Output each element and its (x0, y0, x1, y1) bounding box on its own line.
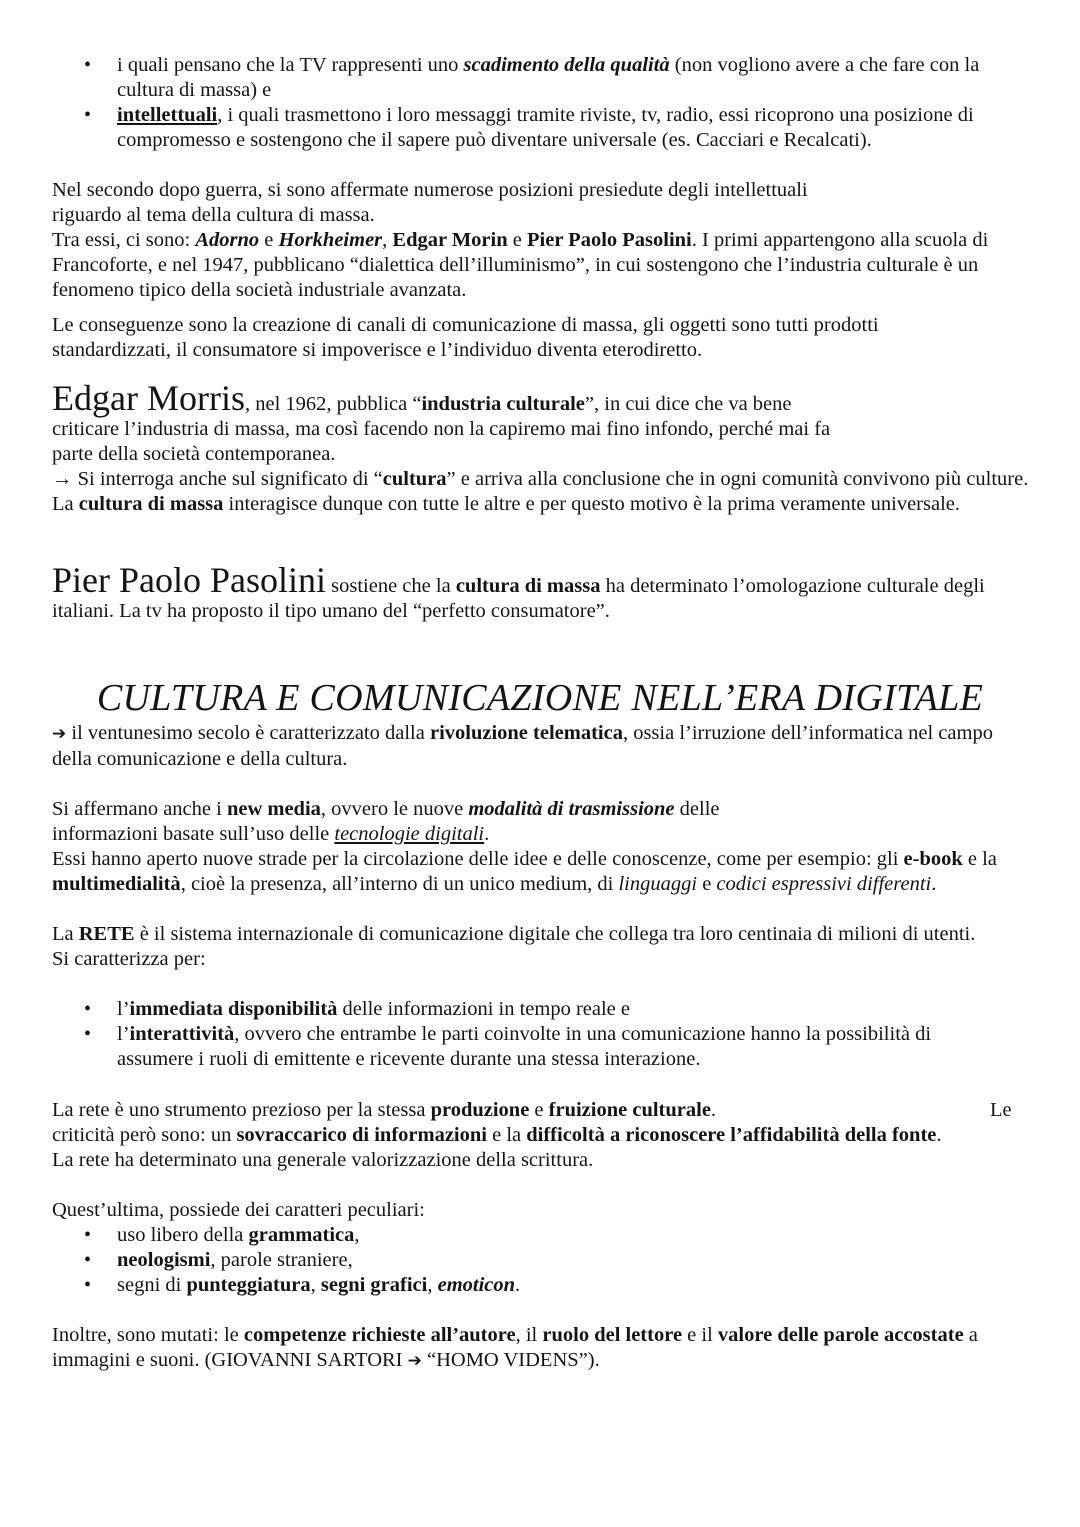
list-item: • l’interattività, ovvero che entrambe le parti coinvolte in una comunicazione hanno la possibilità di assumere i ruoli di emittente e ricevente durante una stessa interazione. (52, 1022, 992, 1072)
scrittura-intro: Quest’ultima, possiede dei caratteri peculiari: (52, 1199, 425, 1221)
scrittura-bullet-list (52, 1223, 952, 1298)
list-item: • i quali pensano che la TV rappresenti uno scadimento della qualità (non vogliono avere a che fare con la cultura di massa) e (52, 53, 1037, 103)
conseguenze-paragraph: Le conseguenze sono la creazione di canali di comunicazione di massa, gli oggetti sono tutti prodotti standardizzati, il consumatore si impoverisce e l’individuo diventa eterodiretto. (52, 314, 879, 361)
rete-bullet-list (52, 997, 992, 1072)
morris-paragraph: Edgar Morris, nel 1962, pubblica “industria culturale”, in cui dice che va bene criticare l’industria di massa, ma così facendo non la capiremo mai fino infondo, perché mai fa parte della società contemporanea. → Si interroga anche sul significato di “cultura” e arriva alla conclusione che in ogni comunità convivono più culture. La cultura di massa interagisce dunque con tutte le altre e per questo motivo è la prima veramente universale. (52, 378, 1029, 515)
inoltre-paragraph: Inoltre, sono mutati: le competenze richieste all’autore, il ruolo del lettore e il valore delle parole accostate a immagini e suoni. (GIOVANNI SARTORI ➔ “HOMO VIDENS”). (52, 1324, 978, 1371)
list-item: • uso libero della grammatica, (52, 1223, 952, 1248)
digitale-paragraph: ➔ il ventunesimo secolo è caratterizzato dalla rivoluzione telematica, ossia l’irruzione dell’informatica nel campo della comunicazione e della cultura. (52, 722, 993, 770)
strumento-paragraph: La rete è uno strumento prezioso per la stessa produzione e fruizione culturale. Le criticità però sono: un sovraccarico di informazioni e la difficoltà a riconoscere l’affidabilità della fonte. La rete ha determinato una generale valorizzazione della scrittura. (52, 1099, 1012, 1171)
new-media-paragraph: Si affermano anche i new media, ovvero le nuove modalità di trasmissione delle informazioni basate sull’uso delle tecnologie digitali. Essi hanno aperto nuove strade per la circolazione delle idee e delle conoscenze, come per esempio: gli e-book e la multimedialità, cioè la presenza, all’interno di un unico medium, di linguaggi e codici espressivi differenti. (52, 798, 997, 895)
pasolini-name: Pier Paolo Pasolini (52, 560, 327, 600)
section-heading: CULTURA E COMUNICAZIONE NELL’ERA DIGITALE (96, 677, 984, 719)
pasolini-paragraph: Pier Paolo Pasolini sostiene che la cultura di massa ha determinato l’omologazione culturale degli italiani. La tv ha proposto il tipo umano del “perfetto consumatore”. (52, 560, 985, 622)
list-item: • segni di punteggiatura, segni grafici, emoticon. (52, 1273, 952, 1298)
list-item: • neologismi, parole straniere, (52, 1248, 952, 1273)
dopoguerra-paragraph: Nel secondo dopo guerra, si sono affermate numerose posizioni presiedute degli intellettuali riguardo al tema della cultura di massa. Tra essi, ci sono: Adorno e Horkheimer, Edgar Morin e Pier Paolo Pasolini. I primi appartengono alla scuola di Francoforte, e nel 1947, pubblicano “dialettica dell’illuminismo”, in cui sostengono che l’industria culturale è un fenomeno tipico della società industriale avanzata. (52, 179, 989, 301)
list-item: • l’immediata disponibilità delle informazioni in tempo reale e (52, 997, 992, 1022)
morris-name: Edgar Morris (52, 378, 245, 418)
rete-paragraph: La RETE è il sistema internazionale di comunicazione digitale che collega tra loro centinaia di milioni di utenti. Si caratterizza per: (52, 923, 976, 970)
intro-bullet-list (52, 53, 1037, 153)
arrow-icon: ➔ (52, 724, 67, 744)
list-item: • intellettuali, i quali trasmettono i loro messaggi tramite riviste, tv, radio, essi ricoprono una posizione di compromesso e sostengono che il sapere può diventare universale (es. Cacciari e Recalcati). (52, 103, 1037, 153)
arrow-icon: ➔ (407, 1351, 422, 1371)
